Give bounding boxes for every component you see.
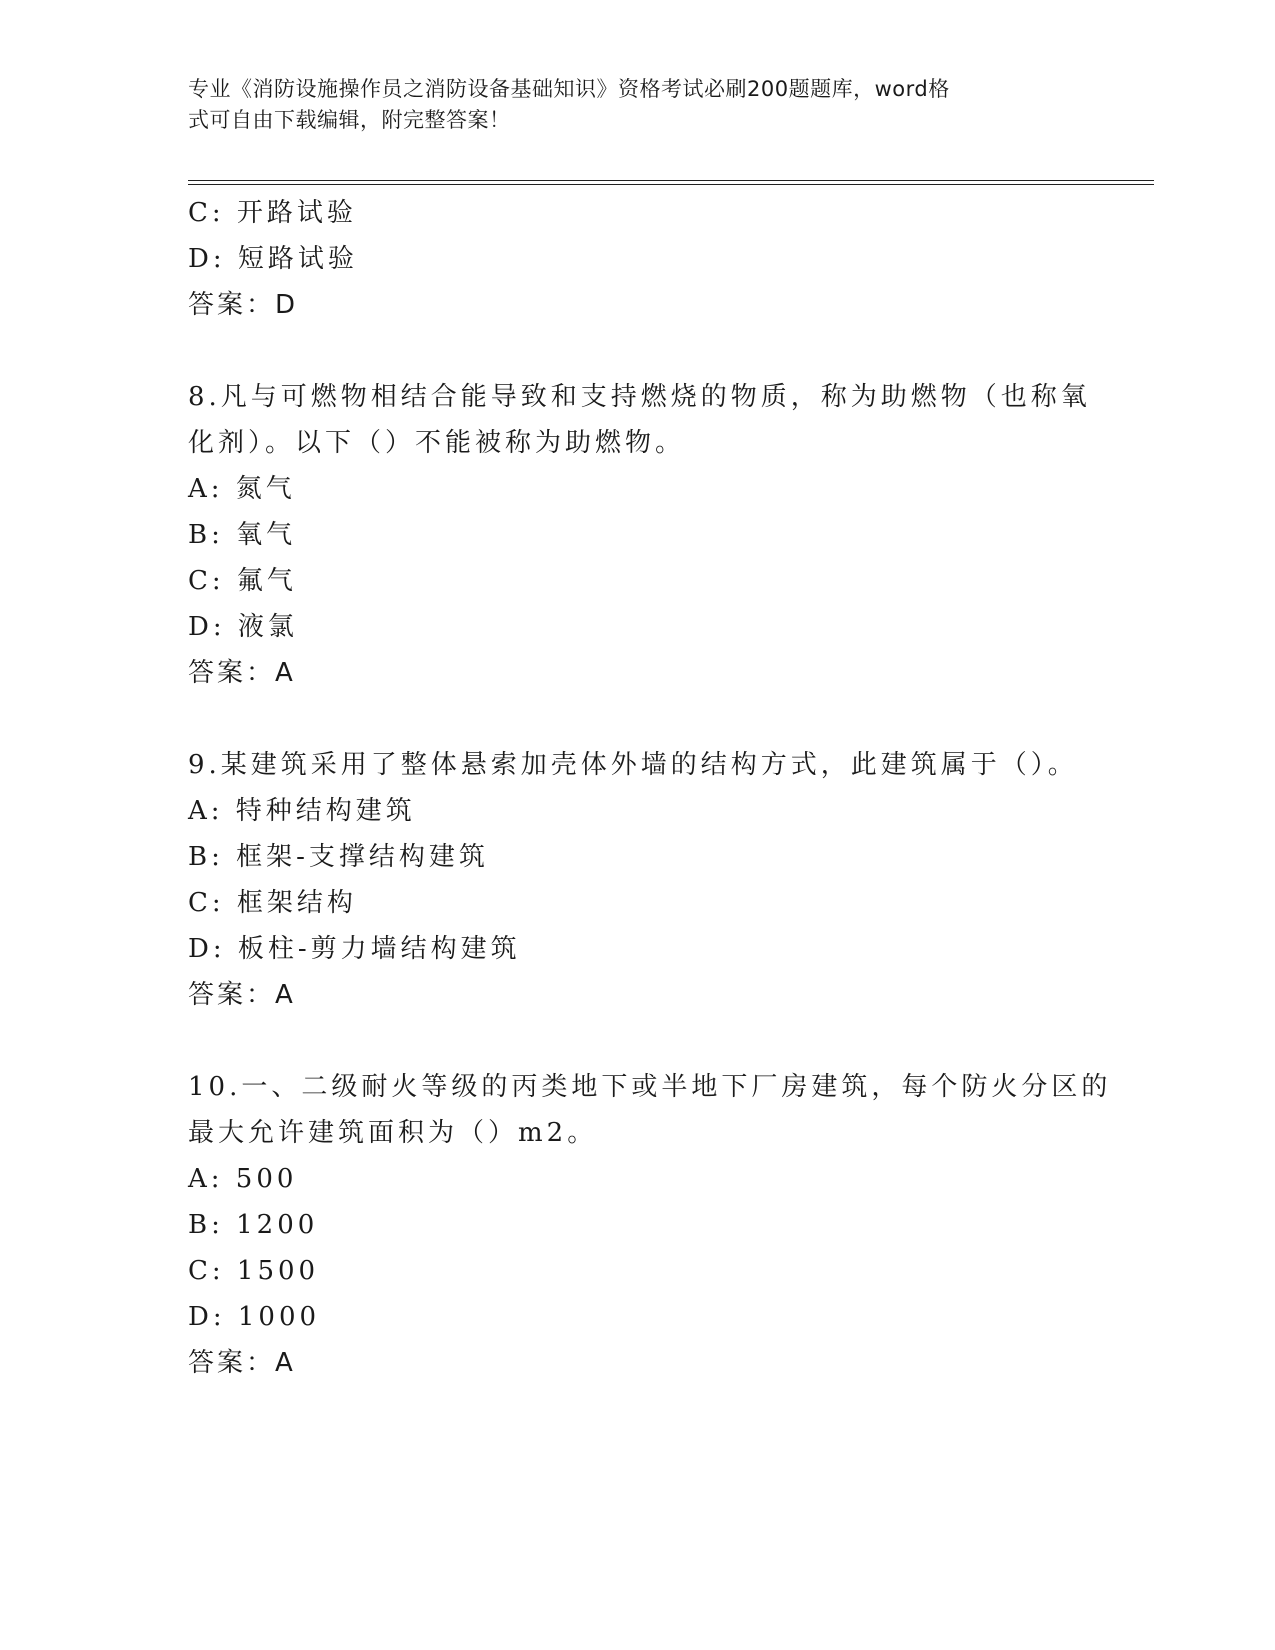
spacer [188,328,1088,374]
header-line-2: 式可自由下载编辑，附完整答案！ [188,108,511,132]
option-b: B: 氧气 [188,520,297,550]
option-c: C: 1500 [188,1256,320,1286]
option-d: D: 1000 [188,1302,321,1332]
question-10 [188,1064,1112,1386]
option-a: A: 特种结构建筑 [188,796,416,826]
question-8 [188,374,1091,696]
option-c: C: 氟气 [188,566,297,596]
document-header [188,74,1068,136]
header-divider-top [188,180,1154,181]
question-7-continued [188,190,1088,328]
question-9 [188,742,1088,1018]
question-stem-line-1: 9.某建筑采用了整体悬索加壳体外墙的结构方式，此建筑属于（）。 [188,750,1078,780]
document-body [188,190,1112,1386]
option-c: C: 框架结构 [188,888,357,918]
option-c: C: 开路试验 [188,198,357,228]
option-d: D: 板柱-剪力墙结构建筑 [188,934,521,964]
header-line-1: 专业《消防设施操作员之消防设备基础知识》资格考试必刷200题题库，word格 [188,77,950,101]
option-d: D: 短路试验 [188,244,358,274]
spacer [188,1018,1088,1064]
question-stem-line-2: 化剂）。以下（）不能被称为助燃物。 [188,428,686,458]
answer-line: 答案：D [188,290,299,320]
header-divider-bottom [188,184,1154,185]
answer-line: 答案：A [188,980,296,1010]
option-a: A: 500 [188,1164,298,1194]
answer-line: 答案：A [188,658,296,688]
question-stem-line-1: 10.一、二级耐火等级的丙类地下或半地下厂房建筑，每个防火分区的 [188,1072,1112,1102]
option-b: B: 1200 [188,1210,319,1240]
option-b: B: 框架-支撑结构建筑 [188,842,489,872]
question-stem-line-2: 最大允许建筑面积为（）m2。 [188,1118,598,1148]
answer-line: 答案：A [188,1348,296,1378]
option-a: A: 氮气 [188,474,296,504]
option-d: D: 液氯 [188,612,298,642]
spacer [188,696,1088,742]
question-stem-line-1: 8.凡与可燃物相结合能导致和支持燃烧的物质，称为助燃物（也称氧 [188,382,1091,412]
